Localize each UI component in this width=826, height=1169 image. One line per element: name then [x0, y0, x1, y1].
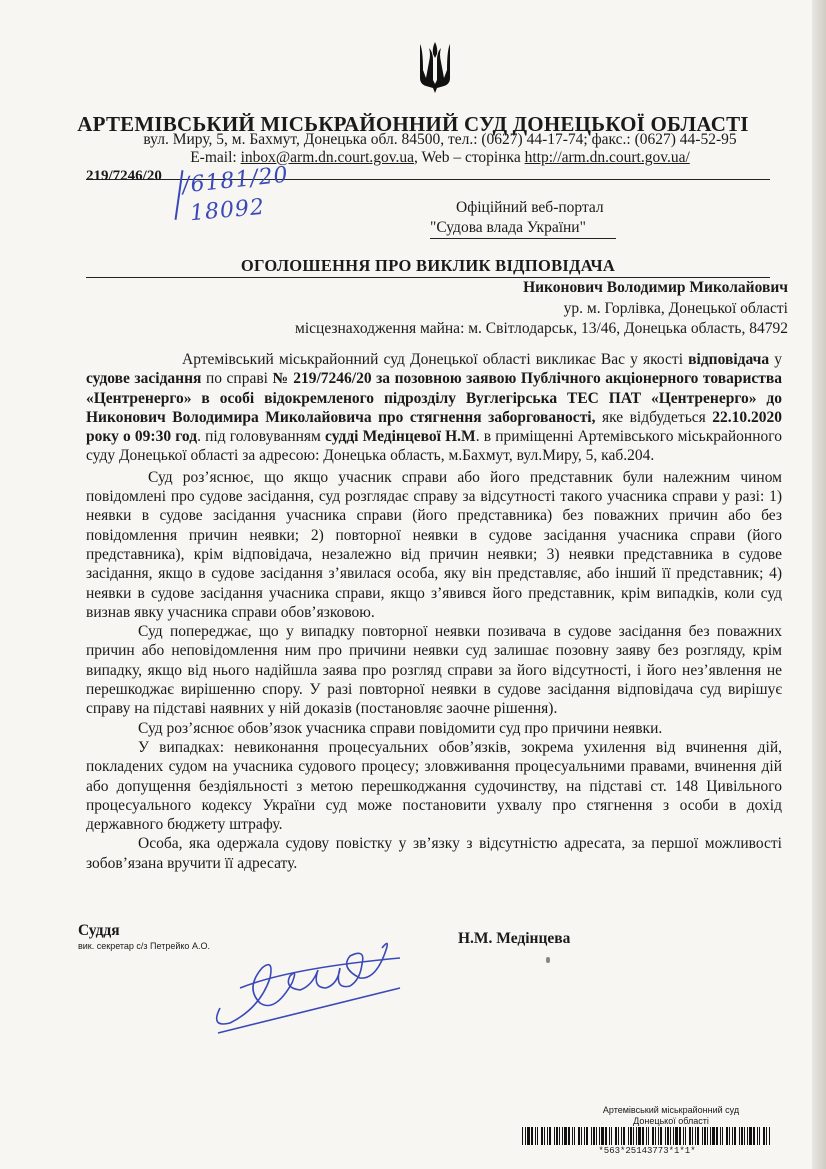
court-contacts — [100, 131, 780, 167]
judge-name: Н.М. Медінцева — [458, 930, 571, 947]
barcode-text: *563*25143773*1*1* — [598, 1146, 696, 1156]
address-line: вул. Миру, 5, м. Бахмут, Донецька обл. 84500, тел.: (0627) 44-17-74; факс.: (0627) 44-52-95 — [143, 131, 737, 148]
p1-text-5: . під головуванням — [197, 428, 326, 446]
p1-bold-1: відповідача — [688, 351, 770, 368]
secretary-line: вик. секретар с/з Петрейко А.О. — [78, 941, 210, 951]
email-link[interactable]: inbox@arm.dn.court.gov.ua — [240, 149, 414, 166]
case-number: 219/7246/20 — [86, 168, 162, 184]
web-label: , Web – сторінка — [414, 149, 525, 166]
p1-text-1: Артемівський міськрайонний суд Донецької області викликає Вас у якості — [182, 351, 689, 368]
scan-edge — [812, 0, 826, 1169]
p1-bold-3: № 219/7246/20 за позовною заявою Публічного акціонерного товариства «Центренерго» в особі відокремленого підрозділу Вуглегірська ТЕС ПАТ «Центренерго» до Никонович Володимира Миколайовича про стягнення заборгованості, — [86, 370, 782, 426]
trident-emblem-icon — [417, 40, 453, 94]
paragraph-summons — [86, 350, 782, 466]
p1-text-6: . в приміщенні Артемівського міськрайонного суду Донецької області за адресою: Донецька область, м.Бахмут, вул.Миру, 5, каб.204. — [86, 428, 782, 465]
p1-bold-2: судове засідання — [86, 370, 202, 388]
portal-line2: "Судова влада України" — [430, 218, 616, 239]
p1-text-3: по справі — [201, 370, 273, 388]
addressee-portal — [430, 198, 616, 239]
handwritten-date: 18092 — [189, 194, 266, 227]
email-label: E-mail: — [190, 149, 241, 166]
p1-bold-5: судді Медінцевої Н.М — [325, 428, 476, 446]
paragraph-warning: Суд попереджає, що у випадку повторної неявки позивача в судове засідання без поважних причин або неповідомлення ним про причини неявки суд залишає позовну заяву без розгляду, крім випадку, якщо від нього надійшла заява про розгляд справи за його відсутності, і його нез’явлення не перешкоджає вирішенню спору. У разі повторної неявки в судове засідання відповідача суд вирішує справу на підставі наявних у ній доказів (постановляє заочне рішення). — [86, 623, 782, 718]
p1-bold-4: 22.10.2020 року о 09:30 год — [86, 408, 782, 446]
web-line — [100, 149, 780, 167]
handwritten-registration-number: /6181/20 — [180, 162, 290, 199]
recipient-birthplace: ур. м. Горлівка, Донецької області — [563, 300, 788, 317]
announcement-title: ОГОЛОШЕННЯ ПРО ВИКЛИК ВІДПОВІДАЧА — [86, 256, 770, 278]
paragraph-fines: У випадках: невиконання процесуальних обов’язків, зокрема ухилення від вчинення дій, покладених судом на учасника судового процесу; зловживання процесуальними правами, вчинення дій або допущення бездіяльності з метою перешкоджання судочинству, на підставі ст. 148 Цивільного процесуального кодексу України суд може постановити ухвалу про стягнення з особи в дохід державного бюджету штрафу. — [86, 738, 782, 834]
paragraph-absence-rules: Суд роз’яснює, що якщо учасник справи або його представник були належним чином повідомлені про судове засідання, суд розглядає справу за відсутності такого учасника справи у разі: 1) неявки в судове засідання учасника справи (його представника) без поважних причин або без повідомлення причин неявки; 2) повторної неявки в судове засідання учасника справи (його представника), крім відповідача, незалежно від причин неявки; 3) неявки представника в судове засідання, якщо в судове засідання з’явилася особа, яку він представляє, або інший її представник; 4) неявки в судове засідання учасника справи, якщо з’явився його представник, крім випадків, коли суд визнав явку учасника справи обов’язковою. — [86, 468, 782, 621]
scan-speck — [546, 957, 550, 963]
footer-line1: Артемівський міськрайонний суд — [602, 1105, 740, 1115]
judge-title: Суддя — [78, 922, 120, 939]
p1-text-2: у — [769, 351, 782, 368]
p1-text-4: яке відбудеться — [595, 408, 713, 426]
paragraph-duty: Суд роз’яснює обов’язок учасника справи повідомити суд про причини неявки. — [138, 719, 663, 737]
footer-line2: Донецької області — [633, 1116, 709, 1126]
court-name: АРТЕМІВСЬКИЙ МІСЬКРАЙОННИЙ СУД ДОНЕЦЬКОЇ ОБЛАСТІ — [77, 112, 749, 136]
recipient-location: місцезнаходження майна: м. Світлодарськ, 13/46, Донецька область, 84792 — [295, 320, 788, 337]
barcode — [522, 1127, 772, 1145]
paragraph-delivery: Особа, яка одержала судову повістку у зв’язку з відсутністю адресата, за першої можливості зобов’язана вручити її адресату. — [86, 835, 782, 872]
notice-body — [86, 350, 782, 873]
handwritten-signature — [200, 928, 420, 1038]
recipient-name: Никонович Володимир Миколайович — [523, 279, 788, 296]
website-link[interactable]: http://arm.dn.court.gov.ua/ — [524, 149, 690, 166]
footer-court — [566, 1105, 776, 1127]
portal-line1: Офіційний веб-портал — [456, 199, 604, 216]
